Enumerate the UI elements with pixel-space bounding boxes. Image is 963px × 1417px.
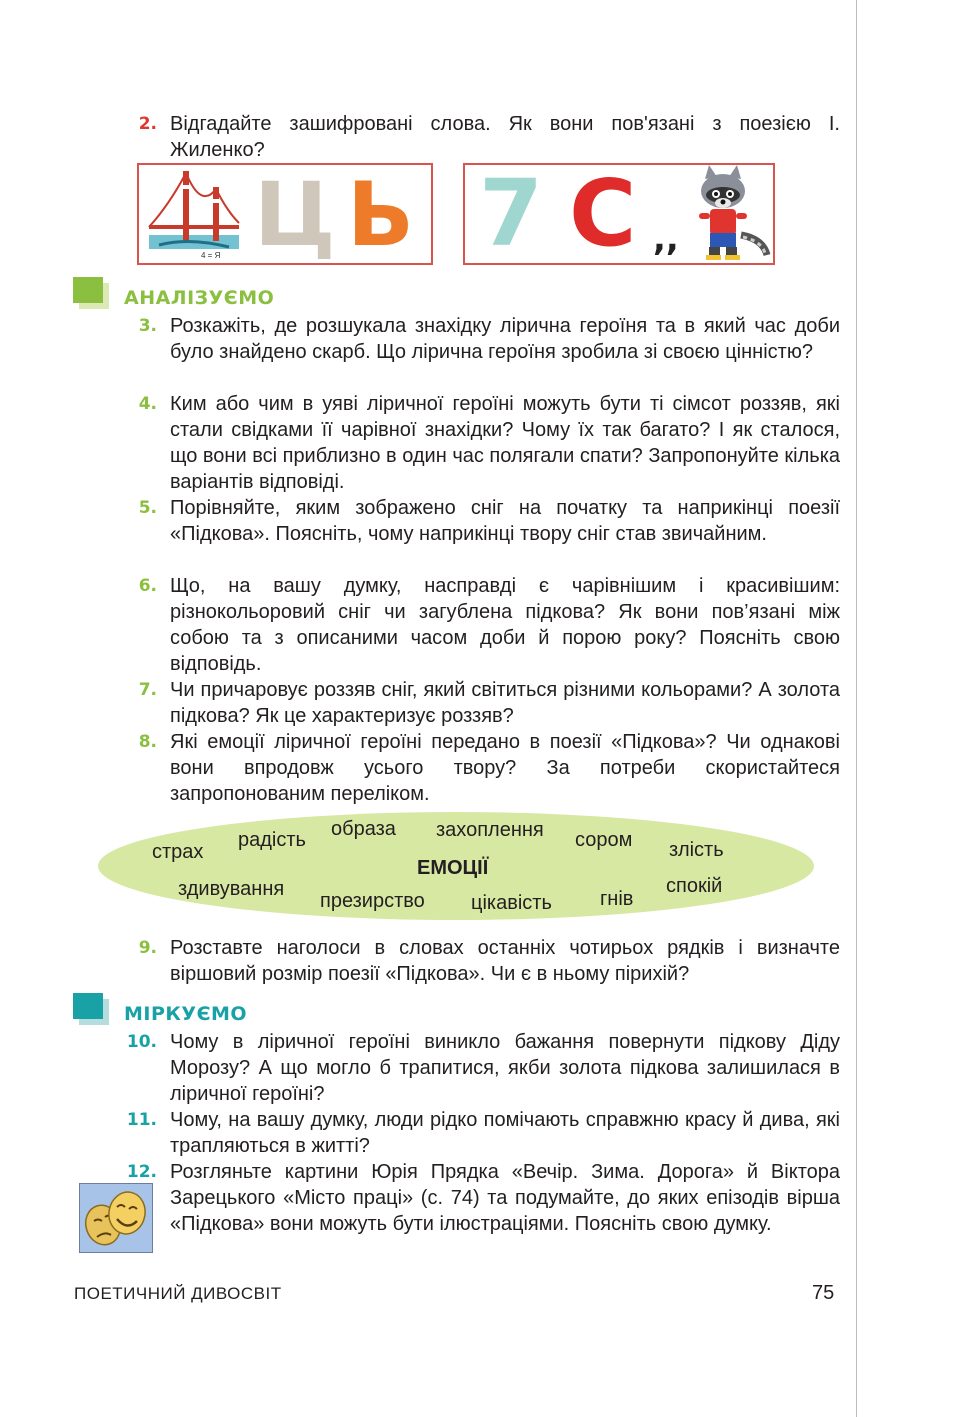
rebus-caption: 4 = Я — [201, 251, 221, 260]
emotion-word: сором — [575, 829, 633, 851]
question-number: 12. — [126, 1162, 157, 1182]
emotion-word: образа — [331, 818, 396, 840]
emotion-word: гнів — [600, 888, 634, 910]
footer-section-title: ПОЕТИЧНИЙ ДИВОСВІТ — [74, 1284, 282, 1303]
question-text: Чому в ліричної героїні виникло бажання повернути підкову Діду Морозу? А що могло б трапитися, якби золота підкова залишилася в ліричної героїні? — [170, 1031, 840, 1105]
theatre-masks-icon — [79, 1183, 153, 1253]
section-marker-teal-icon — [73, 993, 113, 1027]
question-text: Чи причаровує роззяв сніг, який світиться різними кольорами? А золота підкова? Як це характеризує роззяв? — [170, 679, 840, 727]
emotion-word: злість — [669, 839, 724, 861]
question-text: Порівняйте, яким зображено сніг на початку та наприкінці поезії «Підкова». Поясніть, чому наприкінці твору сніг став звичайним. — [170, 497, 840, 545]
question-number: 4. — [138, 394, 157, 414]
question-number: 9. — [138, 938, 157, 958]
question-text: Ким або чим в уяві ліричної героїні можуть бути ті сімсот роззяв, які стали свідками її чарівної знахідки? Чому їх так багато? І як сталося, що вони всі приблизно в один час полягали спати? Запропонуйте кілька варіантів відповіді. — [170, 393, 841, 493]
section-title-analyze: АНАЛІЗУЄМО — [124, 287, 275, 309]
question-text: Розкажіть, де розшукала знахідку лірична героїня та в який час доби було знайдено скарб. Що лірична героїня зробила зі своєю цінністю? — [170, 315, 840, 363]
emotion-word: здивування — [178, 878, 285, 900]
question-number: 7. — [138, 680, 157, 700]
emotion-word: радість — [238, 829, 306, 851]
question-number: 3. — [138, 316, 157, 336]
question-text: Які емоції ліричної героїні передано в поезії «Підкова»? Чи однакові вони впродовж усього твору? За потреби скористайтеся запропонованим переліком. — [170, 731, 840, 805]
rebus-digit-seven: 7 — [479, 160, 544, 267]
question-number: 8. — [138, 732, 157, 752]
question-number: 5. — [138, 498, 157, 518]
rebus-letter-es: С — [569, 160, 637, 267]
question-text: Що, на вашу думку, насправді є чарівнішим і красивішим: різнокольоровий сніг чи загублена підкова? Як вони пов’язані між собою та з описаними часом доби й порою року? Поясніть свою відповідь. — [170, 575, 840, 675]
question-number: 6. — [138, 576, 157, 596]
emotion-word: спокій — [666, 875, 723, 897]
task-text: Відгадайте зашифровані слова. Як вони пов'язані з поезією І. Жиленко? — [170, 113, 840, 161]
rebus-letter-soft-sign: Ь — [347, 163, 415, 266]
emotion-word: презирство — [320, 890, 425, 912]
section-title-think: МІРКУЄМО — [124, 1003, 248, 1025]
emotions-title: ЕМОЦІЇ — [417, 857, 489, 879]
question-text: Розгляньте картини Юрія Прядка «Вечір. Зима. Дорога» й Віктора Зарецького «Місто праці» (с. 74) та подумайте, до яких епізодів вірша «Підкова» вони можуть бути ілюстраціями. Поясніть свою думку. — [170, 1161, 840, 1235]
rebus-letter-tse: Ц — [254, 163, 336, 266]
raccoon-icon — [683, 165, 773, 263]
emotion-word: страх — [152, 841, 204, 863]
question-number: 11. — [126, 1110, 157, 1130]
emotion-word: цікавість — [471, 892, 552, 914]
emotion-word: захоплення — [436, 819, 544, 841]
question-text: Чому, на вашу думку, люди рідко помічають справжню красу й дива, які трапляються в житті? — [170, 1109, 840, 1157]
rebus-image-right — [463, 160, 775, 267]
question-number: 10. — [126, 1032, 157, 1052]
rebus-image-left — [137, 163, 433, 265]
rebus-commas: ,, — [653, 219, 679, 259]
task-number: 2. — [138, 114, 157, 134]
page-margin-line — [856, 0, 857, 1417]
question-text: Розставте наголоси в словах останніх чотирьох рядків і визначте віршовий розмір поезії «Підкова». Чи є в ньому пірихій? — [170, 937, 840, 985]
section-marker-green-icon — [73, 277, 113, 311]
page-number: 75 — [812, 1282, 835, 1304]
